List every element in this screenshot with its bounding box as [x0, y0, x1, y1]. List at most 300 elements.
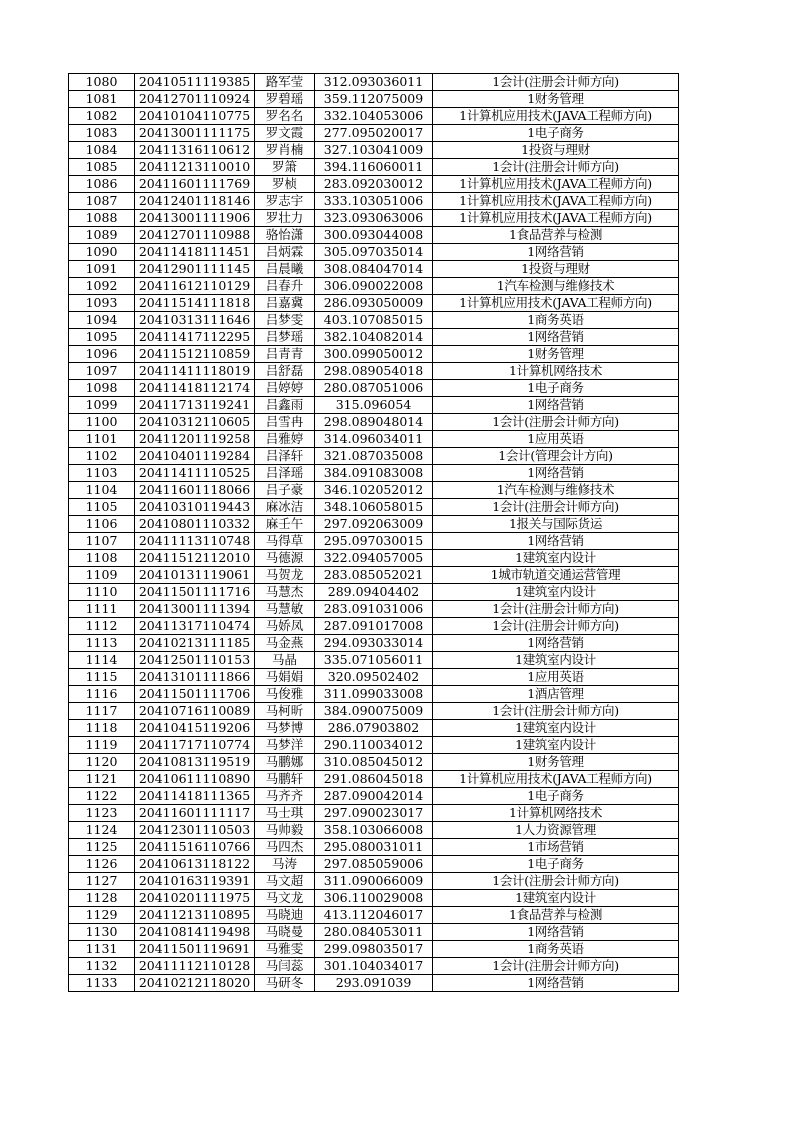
- candidate-id-cell: 20410415119206: [135, 720, 255, 737]
- major-cell: 1网络营销: [433, 465, 679, 482]
- major-cell: 1财务管理: [433, 754, 679, 771]
- table-row: [69, 584, 679, 601]
- candidate-id-cell: 20411411110525: [135, 465, 255, 482]
- sequence-number-cell: 1080: [69, 74, 135, 91]
- major-cell: 1电子商务: [433, 125, 679, 142]
- major-cell: 1投资与理财: [433, 261, 679, 278]
- table-row: [69, 941, 679, 958]
- major-cell: 1电子商务: [433, 856, 679, 873]
- candidate-id-cell: 20411516110766: [135, 839, 255, 856]
- table-row: [69, 380, 679, 397]
- table-row: [69, 856, 679, 873]
- candidate-id-cell: 20411418111451: [135, 244, 255, 261]
- student-name-cell: 马四杰: [255, 839, 315, 856]
- score-cell: 315.096054: [315, 397, 433, 414]
- table-row: [69, 839, 679, 856]
- student-name-cell: 马柯昕: [255, 703, 315, 720]
- candidate-id-cell: 20412701110924: [135, 91, 255, 108]
- sequence-number-cell: 1092: [69, 278, 135, 295]
- student-name-cell: 马研冬: [255, 975, 315, 992]
- score-cell: 311.090066009: [315, 873, 433, 890]
- student-name-cell: 马慧杰: [255, 584, 315, 601]
- score-cell: 320.09502402: [315, 669, 433, 686]
- score-cell: 291.086045018: [315, 771, 433, 788]
- score-cell: 300.099050012: [315, 346, 433, 363]
- candidate-id-cell: 20411601118066: [135, 482, 255, 499]
- sequence-number-cell: 1090: [69, 244, 135, 261]
- major-cell: 1会计(管理会计方向): [433, 448, 679, 465]
- score-cell: 310.085045012: [315, 754, 433, 771]
- major-cell: 1市场营销: [433, 839, 679, 856]
- candidate-id-cell: 20410212118020: [135, 975, 255, 992]
- table-row: [69, 278, 679, 295]
- candidate-id-cell: 20411601111117: [135, 805, 255, 822]
- sequence-number-cell: 1125: [69, 839, 135, 856]
- sequence-number-cell: 1091: [69, 261, 135, 278]
- sequence-number-cell: 1088: [69, 210, 135, 227]
- student-name-cell: 吕婷婷: [255, 380, 315, 397]
- student-name-cell: 罗肖楠: [255, 142, 315, 159]
- score-cell: 286.07903802: [315, 720, 433, 737]
- sequence-number-cell: 1111: [69, 601, 135, 618]
- table-row: [69, 703, 679, 720]
- sequence-number-cell: 1123: [69, 805, 135, 822]
- student-name-cell: 吕梦瑶: [255, 329, 315, 346]
- score-cell: 359.112075009: [315, 91, 433, 108]
- table-row: [69, 686, 679, 703]
- student-name-cell: 吕晨曦: [255, 261, 315, 278]
- student-name-cell: 马鹏轩: [255, 771, 315, 788]
- student-name-cell: 罗文霞: [255, 125, 315, 142]
- score-cell: 327.103041009: [315, 142, 433, 159]
- score-cell: 305.097035014: [315, 244, 433, 261]
- table-row: [69, 312, 679, 329]
- table-row: [69, 873, 679, 890]
- major-cell: 1网络营销: [433, 975, 679, 992]
- table-row: [69, 74, 679, 91]
- major-cell: 1网络营销: [433, 244, 679, 261]
- score-cell: 333.103051006: [315, 193, 433, 210]
- major-cell: 1建筑室内设计: [433, 890, 679, 907]
- major-cell: 1计算机应用技术(JAVA工程师方向): [433, 193, 679, 210]
- student-name-cell: 罗箫: [255, 159, 315, 176]
- sequence-number-cell: 1101: [69, 431, 135, 448]
- table-row: [69, 329, 679, 346]
- major-cell: 1应用英语: [433, 669, 679, 686]
- candidate-id-cell: 20411501111706: [135, 686, 255, 703]
- sequence-number-cell: 1119: [69, 737, 135, 754]
- table-row: [69, 431, 679, 448]
- candidate-id-cell: 20411713119241: [135, 397, 255, 414]
- major-cell: 1商务英语: [433, 941, 679, 958]
- sequence-number-cell: 1096: [69, 346, 135, 363]
- sequence-number-cell: 1105: [69, 499, 135, 516]
- table-row: [69, 397, 679, 414]
- student-name-cell: 马帅毅: [255, 822, 315, 839]
- candidate-id-cell: 20411317110474: [135, 618, 255, 635]
- student-name-cell: 马闫蕊: [255, 958, 315, 975]
- score-cell: 321.087035008: [315, 448, 433, 465]
- score-cell: 322.094057005: [315, 550, 433, 567]
- sequence-number-cell: 1128: [69, 890, 135, 907]
- major-cell: 1网络营销: [433, 924, 679, 941]
- student-name-cell: 罗碧瑶: [255, 91, 315, 108]
- table-row: [69, 958, 679, 975]
- major-cell: 1电子商务: [433, 788, 679, 805]
- student-name-cell: 马晶: [255, 652, 315, 669]
- student-name-cell: 麻冰洁: [255, 499, 315, 516]
- candidate-id-cell: 20411501111716: [135, 584, 255, 601]
- table-row: [69, 516, 679, 533]
- student-name-cell: 吕梦雯: [255, 312, 315, 329]
- major-cell: 1会计(注册会计师方向): [433, 618, 679, 635]
- major-cell: 1会计(注册会计师方向): [433, 703, 679, 720]
- major-cell: 1财务管理: [433, 91, 679, 108]
- student-name-cell: 罗志宇: [255, 193, 315, 210]
- sequence-number-cell: 1121: [69, 771, 135, 788]
- score-cell: 358.103066008: [315, 822, 433, 839]
- student-name-cell: 罗桢: [255, 176, 315, 193]
- candidate-id-cell: 20411501119691: [135, 941, 255, 958]
- major-cell: 1城市轨道交通运营管理: [433, 567, 679, 584]
- student-name-cell: 马晓曼: [255, 924, 315, 941]
- score-cell: 298.089048014: [315, 414, 433, 431]
- sequence-number-cell: 1126: [69, 856, 135, 873]
- score-cell: 384.091083008: [315, 465, 433, 482]
- major-cell: 1网络营销: [433, 397, 679, 414]
- score-cell: 384.090075009: [315, 703, 433, 720]
- major-cell: 1人力资源管理: [433, 822, 679, 839]
- student-name-cell: 吕舒磊: [255, 363, 315, 380]
- major-cell: 1会计(注册会计师方向): [433, 159, 679, 176]
- score-cell: 403.107085015: [315, 312, 433, 329]
- student-name-cell: 马梦洋: [255, 737, 315, 754]
- sequence-number-cell: 1082: [69, 108, 135, 125]
- sequence-number-cell: 1133: [69, 975, 135, 992]
- score-cell: 283.085052021: [315, 567, 433, 584]
- sequence-number-cell: 1100: [69, 414, 135, 431]
- score-cell: 298.089054018: [315, 363, 433, 380]
- candidate-id-cell: 20411316110612: [135, 142, 255, 159]
- student-name-cell: 吕春升: [255, 278, 315, 295]
- major-cell: 1计算机网络技术: [433, 805, 679, 822]
- table-row: [69, 737, 679, 754]
- score-cell: 314.096034011: [315, 431, 433, 448]
- sequence-number-cell: 1110: [69, 584, 135, 601]
- score-cell: 293.091039: [315, 975, 433, 992]
- score-cell: 300.093044008: [315, 227, 433, 244]
- candidate-id-cell: 20410813119519: [135, 754, 255, 771]
- sequence-number-cell: 1087: [69, 193, 135, 210]
- student-name-cell: 马娟娟: [255, 669, 315, 686]
- score-cell: 306.090022008: [315, 278, 433, 295]
- table-row: [69, 669, 679, 686]
- major-cell: 1电子商务: [433, 380, 679, 397]
- score-cell: 306.110029008: [315, 890, 433, 907]
- score-cell: 297.090023017: [315, 805, 433, 822]
- table-row: [69, 125, 679, 142]
- major-cell: 1建筑室内设计: [433, 720, 679, 737]
- major-cell: 1食品营养与检测: [433, 227, 679, 244]
- major-cell: 1食品营养与检测: [433, 907, 679, 924]
- score-cell: 308.084047014: [315, 261, 433, 278]
- table-row: [69, 720, 679, 737]
- table-row: [69, 346, 679, 363]
- major-cell: 1财务管理: [433, 346, 679, 363]
- sequence-number-cell: 1084: [69, 142, 135, 159]
- sequence-number-cell: 1095: [69, 329, 135, 346]
- sequence-number-cell: 1097: [69, 363, 135, 380]
- score-cell: 301.104034017: [315, 958, 433, 975]
- table-row: [69, 788, 679, 805]
- table-row: [69, 635, 679, 652]
- table-row: [69, 652, 679, 669]
- score-cell: 297.092063009: [315, 516, 433, 533]
- candidate-id-cell: 20411717110774: [135, 737, 255, 754]
- table-row: [69, 771, 679, 788]
- candidate-id-cell: 20410163119391: [135, 873, 255, 890]
- table-row: [69, 550, 679, 567]
- candidate-id-cell: 20413101111866: [135, 669, 255, 686]
- major-cell: 1计算机应用技术(JAVA工程师方向): [433, 295, 679, 312]
- table-row: [69, 533, 679, 550]
- table-row: [69, 159, 679, 176]
- table-row: [69, 448, 679, 465]
- score-cell: 312.093036011: [315, 74, 433, 91]
- score-cell: 295.080031011: [315, 839, 433, 856]
- candidate-id-cell: 20410401119284: [135, 448, 255, 465]
- score-cell: 382.104082014: [315, 329, 433, 346]
- sequence-number-cell: 1083: [69, 125, 135, 142]
- candidate-id-cell: 20410801110332: [135, 516, 255, 533]
- candidate-id-cell: 20410201111975: [135, 890, 255, 907]
- sequence-number-cell: 1094: [69, 312, 135, 329]
- sequence-number-cell: 1132: [69, 958, 135, 975]
- table-row: [69, 414, 679, 431]
- score-cell: 280.087051006: [315, 380, 433, 397]
- table-row: [69, 567, 679, 584]
- student-name-cell: 马齐齐: [255, 788, 315, 805]
- major-cell: 1建筑室内设计: [433, 737, 679, 754]
- student-name-cell: 罗壮力: [255, 210, 315, 227]
- score-cell: 290.110034012: [315, 737, 433, 754]
- score-cell: 287.090042014: [315, 788, 433, 805]
- candidate-id-cell: 20411601111769: [135, 176, 255, 193]
- sequence-number-cell: 1129: [69, 907, 135, 924]
- student-name-cell: 罗名名: [255, 108, 315, 125]
- student-name-cell: 马涛: [255, 856, 315, 873]
- major-cell: 1计算机应用技术(JAVA工程师方向): [433, 210, 679, 227]
- candidate-id-cell: 20410213111185: [135, 635, 255, 652]
- score-cell: 295.097030015: [315, 533, 433, 550]
- candidate-id-cell: 20411514111818: [135, 295, 255, 312]
- table-row: [69, 805, 679, 822]
- candidate-id-cell: 20410131119061: [135, 567, 255, 584]
- candidate-id-cell: 20410104110775: [135, 108, 255, 125]
- major-cell: 1建筑室内设计: [433, 584, 679, 601]
- student-name-cell: 马晓迪: [255, 907, 315, 924]
- major-cell: 1计算机网络技术: [433, 363, 679, 380]
- major-cell: 1会计(注册会计师方向): [433, 601, 679, 618]
- student-name-cell: 马贺龙: [255, 567, 315, 584]
- sequence-number-cell: 1118: [69, 720, 135, 737]
- table-row: [69, 193, 679, 210]
- candidate-id-cell: 20410613118122: [135, 856, 255, 873]
- score-cell: 280.084053011: [315, 924, 433, 941]
- sequence-number-cell: 1116: [69, 686, 135, 703]
- candidate-id-cell: 20413001111394: [135, 601, 255, 618]
- sequence-number-cell: 1081: [69, 91, 135, 108]
- candidate-id-cell: 20410310119443: [135, 499, 255, 516]
- major-cell: 1会计(注册会计师方向): [433, 958, 679, 975]
- score-cell: 413.112046017: [315, 907, 433, 924]
- major-cell: 1计算机应用技术(JAVA工程师方向): [433, 771, 679, 788]
- major-cell: 1网络营销: [433, 635, 679, 652]
- candidate-id-cell: 20412501110153: [135, 652, 255, 669]
- candidate-id-cell: 20410814119498: [135, 924, 255, 941]
- sequence-number-cell: 1089: [69, 227, 135, 244]
- sequence-number-cell: 1109: [69, 567, 135, 584]
- table-row: [69, 890, 679, 907]
- candidate-id-cell: 20411112110128: [135, 958, 255, 975]
- score-cell: 394.116060011: [315, 159, 433, 176]
- score-cell: 335.071056011: [315, 652, 433, 669]
- score-cell: 283.092030012: [315, 176, 433, 193]
- table-row: [69, 363, 679, 380]
- sequence-number-cell: 1093: [69, 295, 135, 312]
- major-cell: 1商务英语: [433, 312, 679, 329]
- sequence-number-cell: 1130: [69, 924, 135, 941]
- major-cell: 1计算机应用技术(JAVA工程师方向): [433, 176, 679, 193]
- sequence-number-cell: 1114: [69, 652, 135, 669]
- student-name-cell: 吕雅婷: [255, 431, 315, 448]
- candidate-id-cell: 20411417112295: [135, 329, 255, 346]
- sequence-number-cell: 1120: [69, 754, 135, 771]
- student-name-cell: 马德源: [255, 550, 315, 567]
- candidate-id-cell: 20411418112174: [135, 380, 255, 397]
- major-cell: 1应用英语: [433, 431, 679, 448]
- sequence-number-cell: 1085: [69, 159, 135, 176]
- candidate-id-cell: 20411418111365: [135, 788, 255, 805]
- sequence-number-cell: 1112: [69, 618, 135, 635]
- major-cell: 1会计(注册会计师方向): [433, 873, 679, 890]
- candidate-id-cell: 20411512112010: [135, 550, 255, 567]
- table-row: [69, 618, 679, 635]
- major-cell: 1会计(注册会计师方向): [433, 499, 679, 516]
- major-cell: 1报关与国际货运: [433, 516, 679, 533]
- major-cell: 1建筑室内设计: [433, 550, 679, 567]
- sequence-number-cell: 1102: [69, 448, 135, 465]
- candidate-id-cell: 20411113110748: [135, 533, 255, 550]
- student-name-cell: 马娇凤: [255, 618, 315, 635]
- major-cell: 1酒店管理: [433, 686, 679, 703]
- student-name-cell: 吕炳霖: [255, 244, 315, 261]
- student-name-cell: 马金燕: [255, 635, 315, 652]
- candidate-id-cell: 20411411118019: [135, 363, 255, 380]
- major-cell: 1建筑室内设计: [433, 652, 679, 669]
- student-name-cell: 吕青青: [255, 346, 315, 363]
- student-name-cell: 吕子豪: [255, 482, 315, 499]
- candidate-id-cell: 20411201119258: [135, 431, 255, 448]
- candidate-id-cell: 20412701110988: [135, 227, 255, 244]
- major-cell: 1投资与理财: [433, 142, 679, 159]
- admission-list-table: [68, 73, 679, 992]
- sequence-number-cell: 1106: [69, 516, 135, 533]
- student-name-cell: 马梦博: [255, 720, 315, 737]
- score-cell: 332.104053006: [315, 108, 433, 125]
- sequence-number-cell: 1117: [69, 703, 135, 720]
- student-name-cell: 马雅雯: [255, 941, 315, 958]
- sequence-number-cell: 1103: [69, 465, 135, 482]
- major-cell: 1会计(注册会计师方向): [433, 74, 679, 91]
- sequence-number-cell: 1122: [69, 788, 135, 805]
- sequence-number-cell: 1113: [69, 635, 135, 652]
- sequence-number-cell: 1086: [69, 176, 135, 193]
- candidate-id-cell: 20411612110129: [135, 278, 255, 295]
- score-cell: 346.102052012: [315, 482, 433, 499]
- sequence-number-cell: 1098: [69, 380, 135, 397]
- table-row: [69, 601, 679, 618]
- score-cell: 294.093033014: [315, 635, 433, 652]
- table-row: [69, 244, 679, 261]
- candidate-id-cell: 20410511119385: [135, 74, 255, 91]
- student-name-cell: 马鹏娜: [255, 754, 315, 771]
- table-row: [69, 295, 679, 312]
- score-cell: 289.09404402: [315, 584, 433, 601]
- candidate-id-cell: 20411213110010: [135, 159, 255, 176]
- student-name-cell: 马文超: [255, 873, 315, 890]
- candidate-id-cell: 20411512110859: [135, 346, 255, 363]
- sequence-number-cell: 1127: [69, 873, 135, 890]
- table-row: [69, 499, 679, 516]
- major-cell: 1网络营销: [433, 533, 679, 550]
- student-name-cell: 吕泽瑶: [255, 465, 315, 482]
- candidate-id-cell: 20410716110089: [135, 703, 255, 720]
- table-row: [69, 227, 679, 244]
- table-row: [69, 261, 679, 278]
- student-name-cell: 马得草: [255, 533, 315, 550]
- table-row: [69, 210, 679, 227]
- sequence-number-cell: 1104: [69, 482, 135, 499]
- candidate-id-cell: 20411213110895: [135, 907, 255, 924]
- candidate-id-cell: 20413001111906: [135, 210, 255, 227]
- major-cell: 1计算机应用技术(JAVA工程师方向): [433, 108, 679, 125]
- student-name-cell: 骆怡潇: [255, 227, 315, 244]
- table-row: [69, 91, 679, 108]
- table-row: [69, 482, 679, 499]
- score-cell: 297.085059006: [315, 856, 433, 873]
- score-cell: 287.091017008: [315, 618, 433, 635]
- table-row: [69, 465, 679, 482]
- major-cell: 1汽车检测与维修技术: [433, 482, 679, 499]
- sequence-number-cell: 1124: [69, 822, 135, 839]
- sequence-number-cell: 1108: [69, 550, 135, 567]
- student-name-cell: 马俊雅: [255, 686, 315, 703]
- candidate-id-cell: 20410312110605: [135, 414, 255, 431]
- table-row: [69, 176, 679, 193]
- table-row: [69, 142, 679, 159]
- sequence-number-cell: 1131: [69, 941, 135, 958]
- table-row: [69, 975, 679, 992]
- table-row: [69, 907, 679, 924]
- candidate-id-cell: 20412401118146: [135, 193, 255, 210]
- student-name-cell: 吕雪冉: [255, 414, 315, 431]
- student-name-cell: 马慧敏: [255, 601, 315, 618]
- score-cell: 277.095020017: [315, 125, 433, 142]
- score-cell: 299.098035017: [315, 941, 433, 958]
- student-name-cell: 麻壬午: [255, 516, 315, 533]
- score-cell: 311.099033008: [315, 686, 433, 703]
